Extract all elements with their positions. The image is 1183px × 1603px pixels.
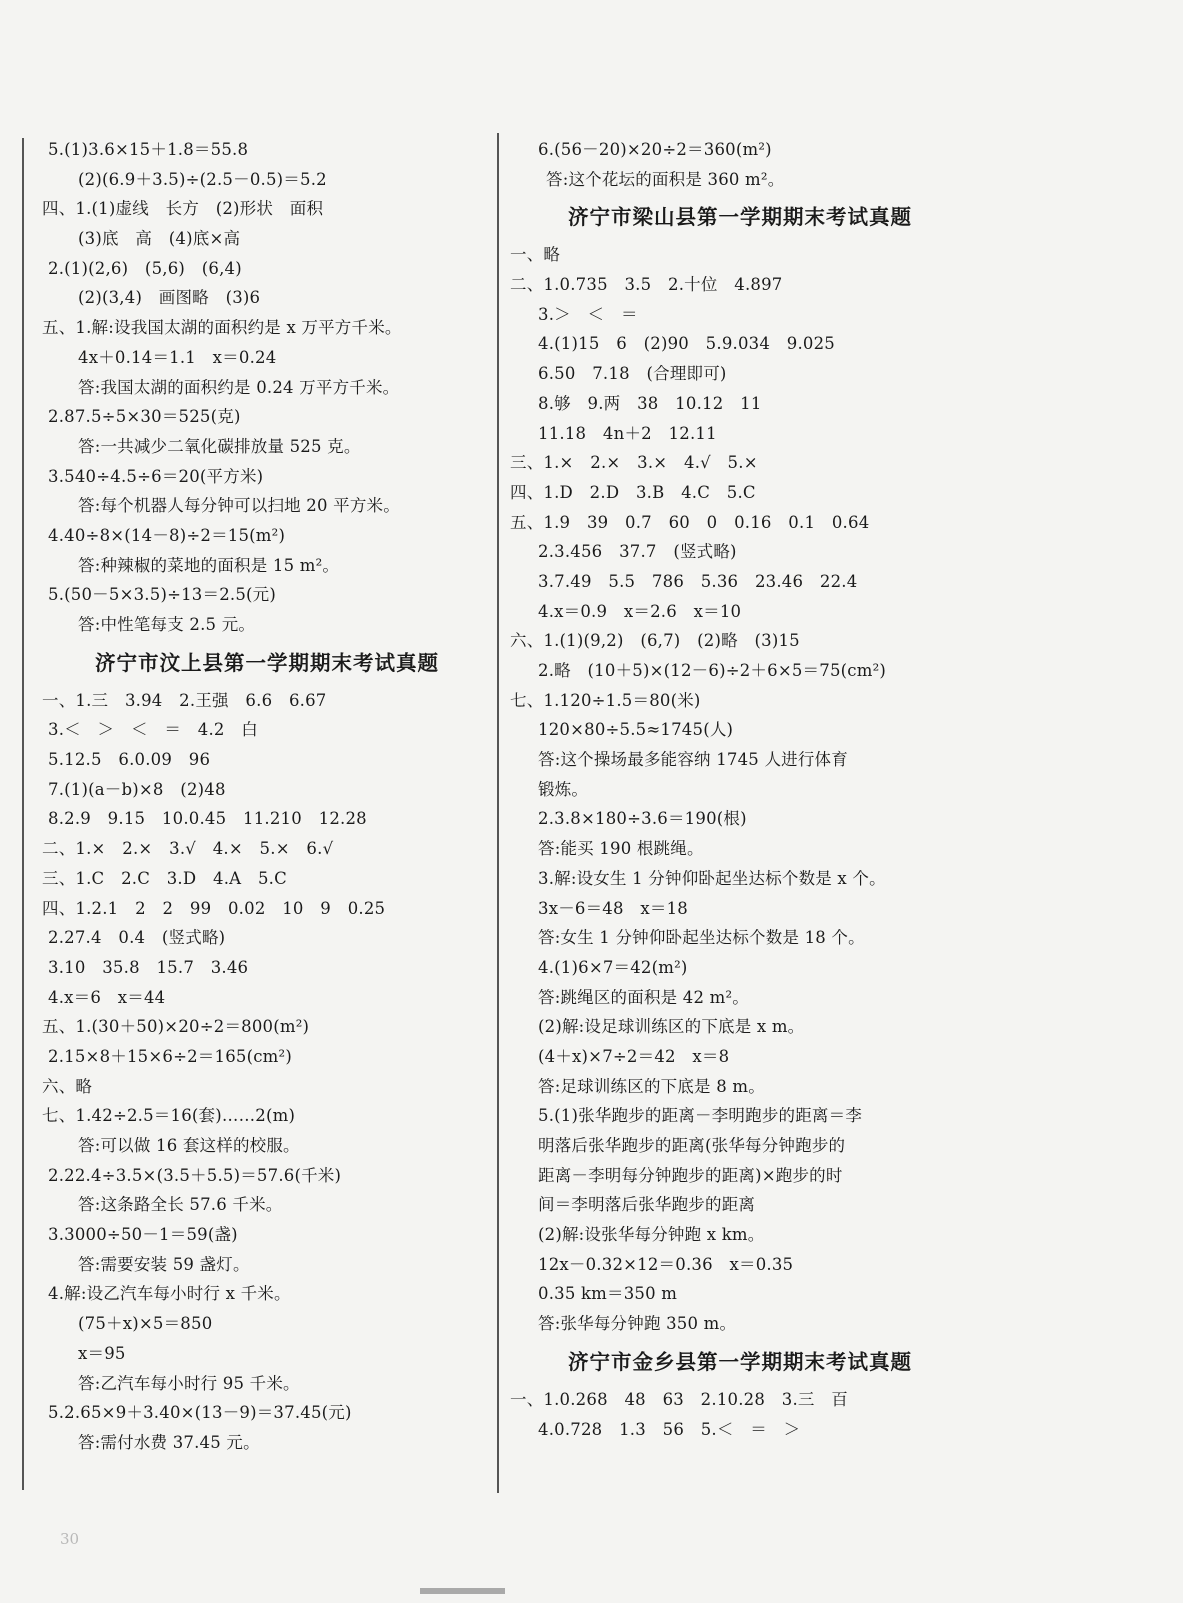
answer-line: (2)解:设张华每分钟跑 x km。 xyxy=(538,1225,765,1245)
answer-line: 答:每个机器人每分钟可以扫地 20 平方米。 xyxy=(78,496,400,516)
answer-line: 答:乙汽车每小时行 95 千米。 xyxy=(78,1373,300,1393)
answer-line: 6.50 7.18 (合理即可) xyxy=(538,364,727,384)
answer-line: x＝95 xyxy=(78,1343,126,1363)
answer-line: 4x＋0.14＝1.1 x＝0.24 xyxy=(78,347,277,367)
answer-line: 三、1.× 2.× 3.× 4.√ 5.× xyxy=(510,453,758,473)
answer-line: 5.(50－5×3.5)÷13＝2.5(元) xyxy=(48,585,277,605)
answer-line: 4.解:设乙汽车每小时行 x 千米。 xyxy=(48,1284,291,1304)
answer-line: 5.(1)3.6×15＋1.8＝55.8 xyxy=(48,140,249,159)
section-heading: 济宁市汶上县第一学期期末考试真题 xyxy=(95,650,439,675)
answer-line: 8.2.9 9.15 10.0.45 11.210 12.28 xyxy=(48,809,367,829)
answer-line: 11.18 4n＋2 12.11 xyxy=(538,423,717,443)
answer-line: 4.x＝0.9 x＝2.6 x＝10 xyxy=(538,601,742,621)
answer-line: 5.2.65×9＋3.40×(13－9)＝37.45(元) xyxy=(48,1403,352,1423)
answer-line: 2.27.4 0.4 (竖式略) xyxy=(48,928,226,948)
answer-line: 2.3.456 37.7 (竖式略) xyxy=(538,542,737,562)
section-heading: 济宁市金乡县第一学期期末考试真题 xyxy=(568,1349,912,1374)
answer-line: 2.(1)(2,6) (5,6) (6,4) xyxy=(48,258,242,278)
answer-line: 0.35 km＝350 m xyxy=(538,1284,678,1304)
answer-line: 二、1.0.735 3.5 2.十位 4.897 xyxy=(510,275,783,295)
answer-line: 2.87.5÷5×30＝525(克) xyxy=(48,407,241,427)
answer-line: 答:能买 190 根跳绳。 xyxy=(538,839,704,859)
answer-line: 2.略 (10＋5)×(12－6)÷2＋6×5＝75(cm²) xyxy=(538,661,887,680)
answer-line: 答:这个操场最多能容纳 1745 人进行体育 xyxy=(538,750,848,770)
answer-line: 一、1.三 3.94 2.王强 6.6 6.67 xyxy=(42,690,327,710)
left-margin-rule xyxy=(22,138,24,1490)
answer-line: 明落后张华跑步的距离(张华每分钟跑步的 xyxy=(538,1136,846,1155)
answer-line: 三、1.C 2.C 3.D 4.A 5.C xyxy=(42,868,287,888)
answer-line: 3.＜ ＞ ＜ ＝ 4.2 白 xyxy=(48,720,258,740)
answer-line: 3.解:设女生 1 分钟仰卧起坐达标个数是 x 个。 xyxy=(538,868,886,888)
answer-line: 4.(1)6×7＝42(m²) xyxy=(538,957,688,977)
answer-line: 6.(56－20)×20÷2＝360(m²) xyxy=(538,140,772,159)
answer-line: 六、略 xyxy=(42,1076,93,1096)
answer-line: 4.(1)15 6 (2)90 5.9.034 9.025 xyxy=(538,334,835,354)
answer-line: 2.22.4÷3.5×(3.5＋5.5)＝57.6(千米) xyxy=(48,1165,342,1185)
answer-line: (2)(3,4) 画图略 (3)6 xyxy=(78,288,261,308)
left-column xyxy=(42,135,492,1458)
answer-line: 答:需付水费 37.45 元。 xyxy=(78,1432,260,1452)
answer-line: 四、1.2.1 2 2 99 0.02 10 9 0.25 xyxy=(42,898,386,918)
answer-line: 二、1.× 2.× 3.√ 4.× 5.× 6.√ xyxy=(42,839,334,859)
answer-line: 3.7.49 5.5 786 5.36 23.46 22.4 xyxy=(538,571,858,591)
answer-line: 3.＞ ＜ ＝ xyxy=(538,304,638,324)
page-number: 30 xyxy=(60,1530,80,1548)
answer-line: 4.x＝6 x＝44 xyxy=(48,987,166,1007)
answer-line: 3.10 35.8 15.7 3.46 xyxy=(48,957,249,977)
answer-line: 7.(1)(a－b)×8 (2)48 xyxy=(48,779,226,799)
answer-line: 答:我国太湖的面积约是 0.24 万平方千米。 xyxy=(78,377,400,397)
answer-line: (75＋x)×5＝850 xyxy=(78,1314,213,1334)
section-heading: 济宁市梁山县第一学期期末考试真题 xyxy=(568,205,912,230)
footer-bar xyxy=(420,1588,505,1594)
answer-line: 答:跳绳区的面积是 42 m²。 xyxy=(538,987,750,1007)
right-column xyxy=(510,135,970,1444)
answer-line: 间＝李明落后张华跑步的距离 xyxy=(538,1195,756,1215)
answer-line: 答:这条路全长 57.6 千米。 xyxy=(78,1195,283,1215)
answer-line: 答:足球训练区的下底是 8 m。 xyxy=(538,1076,765,1096)
answer-line: 七、1.42÷2.5＝16(套)……2(m) xyxy=(42,1106,296,1126)
answer-line: 12x－0.32×12＝0.36 x＝0.35 xyxy=(538,1254,794,1274)
answer-line: 5.12.5 6.0.09 96 xyxy=(48,750,211,770)
answer-line: 答:需要安装 59 盏灯。 xyxy=(78,1254,250,1274)
answer-line: 距离－李明每分钟跑步的距离)×跑步的时 xyxy=(538,1165,843,1185)
answer-line: 七、1.120÷1.5＝80(米) xyxy=(510,690,701,710)
answer-line: 答:张华每分钟跑 350 m。 xyxy=(538,1314,737,1334)
answer-line: 8.够 9.两 38 10.12 11 xyxy=(538,393,762,413)
answer-line: 120×80÷5.5≈1745(人) xyxy=(538,720,734,740)
answer-line: (2)解:设足球训练区的下底是 x m。 xyxy=(538,1017,805,1037)
answer-line: 一、略 xyxy=(510,245,561,265)
answer-line: 5.(1)张华跑步的距离－李明跑步的距离＝李 xyxy=(538,1106,863,1126)
answer-line: (4＋x)×7÷2＝42 x＝8 xyxy=(538,1046,730,1066)
answer-line: 答:这个花坛的面积是 360 m²。 xyxy=(546,169,785,189)
answer-line: 2.15×8＋15×6÷2＝165(cm²) xyxy=(48,1046,292,1066)
answer-line: 六、1.(1)(9,2) (6,7) (2)略 (3)15 xyxy=(510,631,800,651)
answer-line: (3)底 高 (4)底×高 xyxy=(78,229,241,249)
answer-line: 2.3.8×180÷3.6＝190(根) xyxy=(538,809,747,829)
answer-line: 3x－6＝48 x＝18 xyxy=(538,898,688,918)
answer-line: 答:女生 1 分钟仰卧起坐达标个数是 18 个。 xyxy=(538,928,865,948)
answer-line: 4.0.728 1.3 56 5.＜ ＝ ＞ xyxy=(538,1419,801,1439)
answer-line: 答:一共减少二氧化碳排放量 525 克。 xyxy=(78,436,361,456)
answer-line: 3.540÷4.5÷6＝20(平方米) xyxy=(48,466,264,486)
answer-line: (2)(6.9＋3.5)÷(2.5－0.5)＝5.2 xyxy=(78,169,327,189)
answer-line: 一、1.0.268 48 63 2.10.28 3.三 百 xyxy=(510,1389,848,1409)
answer-line: 答:中性笔每支 2.5 元。 xyxy=(78,615,256,634)
answer-line: 答:种辣椒的菜地的面积是 15 m²。 xyxy=(78,555,340,575)
answer-line: 五、1.解:设我国太湖的面积约是 x 万平方千米。 xyxy=(42,318,402,338)
answer-line: 五、1.(30＋50)×20÷2＝800(m²) xyxy=(42,1017,310,1037)
answer-line: 3.3000÷50－1＝59(盏) xyxy=(48,1225,238,1245)
answer-line: 四、1.(1)虚线 长方 (2)形状 面积 xyxy=(42,199,324,219)
answer-line: 五、1.9 39 0.7 60 0 0.16 0.1 0.64 xyxy=(510,512,870,532)
answer-line: 四、1.D 2.D 3.B 4.C 5.C xyxy=(510,482,756,502)
column-divider xyxy=(497,133,499,1493)
answer-line: 4.40÷8×(14－8)÷2＝15(m²) xyxy=(48,525,286,545)
answer-line: 答:可以做 16 套这样的校服。 xyxy=(78,1136,300,1155)
answer-line: 锻炼。 xyxy=(538,779,589,799)
